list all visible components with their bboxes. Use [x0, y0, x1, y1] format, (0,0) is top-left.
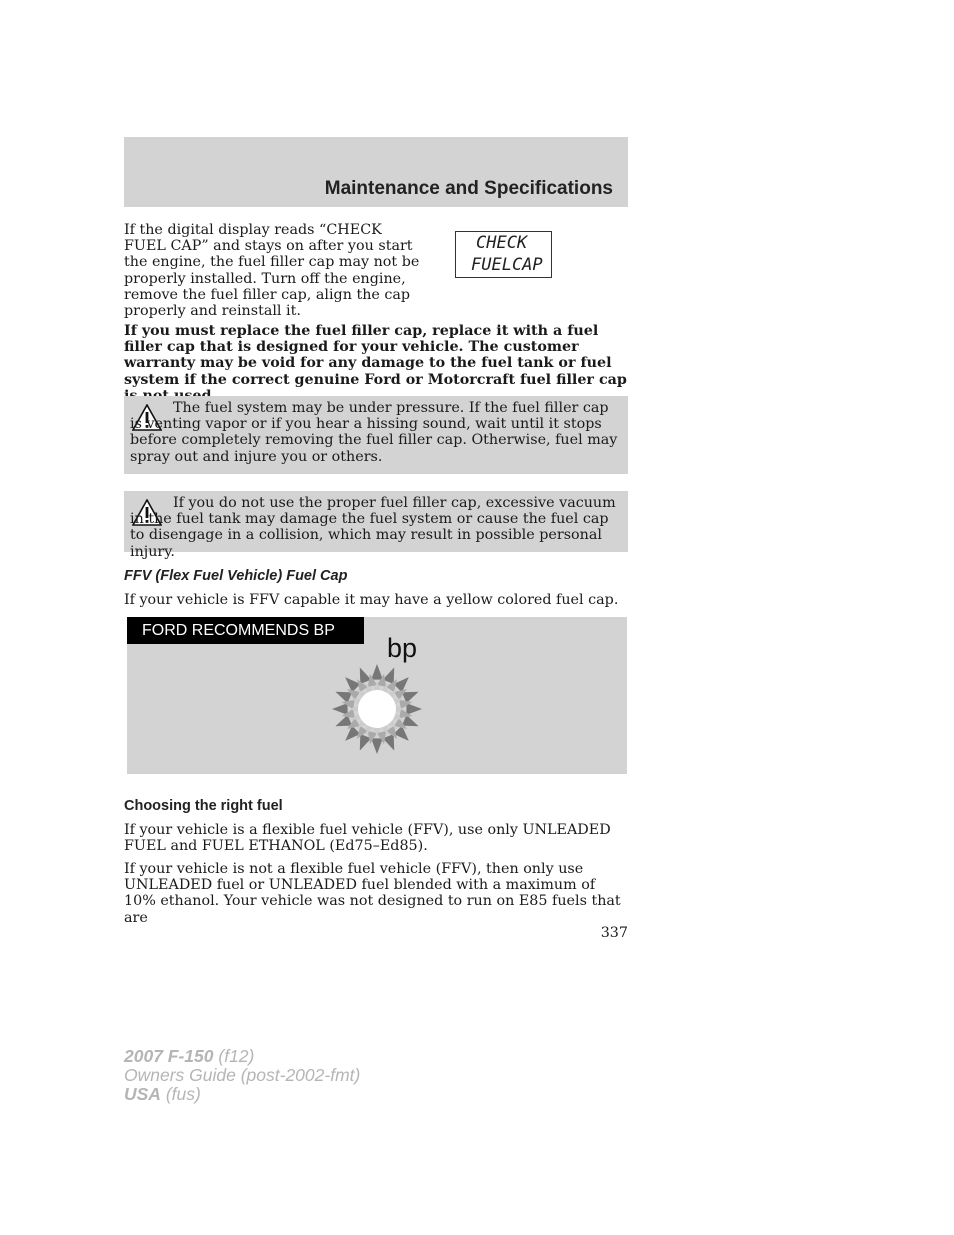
- intro-paragraph: If the digital display reads “CHECK FUEL CAP” and stays on after you start the engine, the fuel filler cap may not be properly installed. Turn off the engine, remove the fuel filler cap, align the cap properly and reinstall it.: [124, 222, 420, 320]
- bp-helios-petal: [371, 664, 383, 680]
- footer-guide: Owners Guide (post-2002-fmt): [124, 1065, 361, 1085]
- warning-box-vacuum: [124, 491, 628, 560]
- warning-text: If you do not use the proper fuel filler cap, excessive vacuum in the fuel tank may damage the fuel system or cause the fuel cap to disengage in a collision, which may result in possible personal injury.: [130, 495, 616, 560]
- footer-model: 2007 F-150: [124, 1046, 214, 1066]
- ffv-heading: FFV (Flex Fuel Vehicle) Fuel Cap: [124, 568, 348, 584]
- footer-market-code: (fus): [160, 1084, 201, 1104]
- warning-text: The fuel system may be under pressure. If the fuel filler cap is venting vapor or if you hear a hissing sound, wait until it stops before completely removing the fuel filler cap. Otherwise, fuel may spray out and injure you or others.: [130, 400, 618, 465]
- fuel-heading: Choosing the right fuel: [124, 798, 283, 814]
- fuel-paragraph-1: If your vehicle is a flexible fuel vehicle (FFV), use only UNLEADED FUEL and FUEL ETHANOL (Ed75–Ed85).: [124, 822, 611, 855]
- bp-helios-petal: [332, 703, 348, 715]
- bold-warning-paragraph: If you must replace the fuel filler cap, replace it with a fuel filler cap that is designed for your vehicle. The customer warranty may be void for any damage to the fuel tank or fuel system if the correct genuine Ford or Motorcraft fuel filler cap: [124, 323, 627, 388]
- footer-market: USA: [124, 1084, 161, 1104]
- fuel-paragraph-2: If your vehicle is not a flexible fuel vehicle (FFV), then only use UNLEADED fuel or UNLEADED fuel blended with a maximum of 10% ethanol. Your vehicle was not designed to run on E85 fuels that are: [124, 861, 621, 926]
- document-footer: [124, 1047, 360, 1104]
- footer-model-code: (f12): [213, 1046, 255, 1066]
- bp-helios-petal: [371, 738, 383, 754]
- bp-helios-icon: [331, 663, 423, 755]
- ffv-paragraph: If your vehicle is FFV capable it may have a yellow colored fuel cap.: [124, 592, 619, 608]
- section-title: Maintenance and Specifications: [324, 178, 613, 199]
- bp-logo-text: bp: [387, 633, 418, 663]
- bp-helios-center: [358, 690, 396, 728]
- bp-banner: FORD RECOMMENDS BP: [127, 617, 364, 644]
- check-fuelcap-display: [455, 231, 552, 278]
- display-line-2: FUELCAP: [471, 255, 543, 275]
- display-line-1: CHECK: [476, 233, 528, 253]
- warning-box-pressure: [124, 396, 628, 474]
- bp-helios-petal: [406, 703, 422, 715]
- page-number: 337: [600, 925, 628, 941]
